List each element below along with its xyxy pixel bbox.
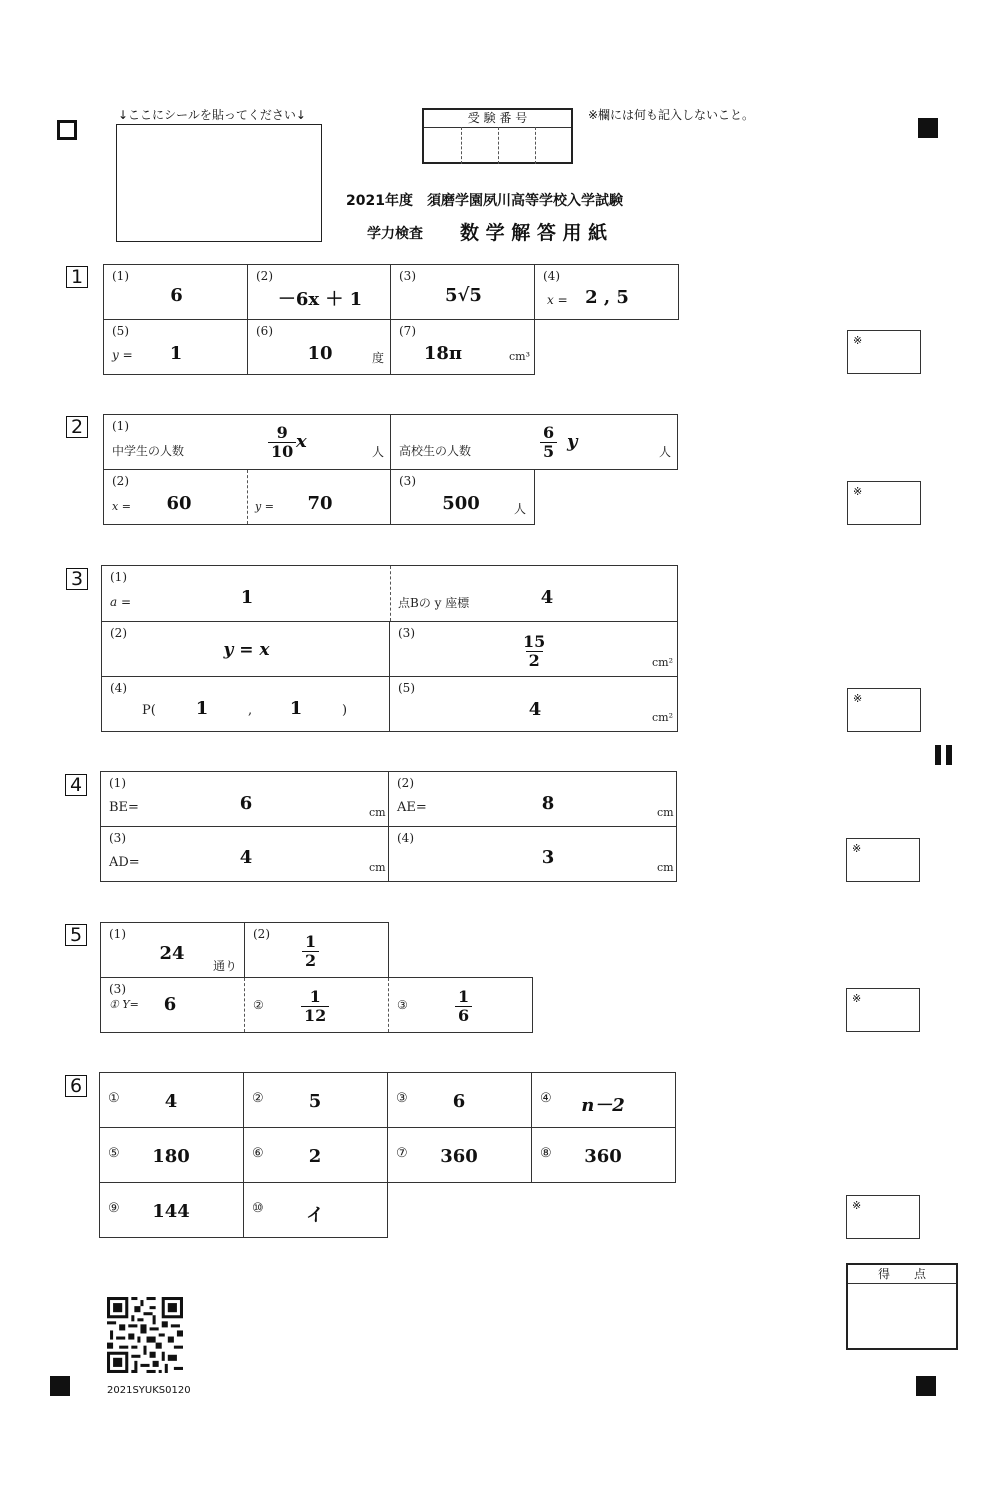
section-number-5: 5 bbox=[65, 924, 87, 946]
answer-cell-3-2[interactable]: (2) y = x bbox=[101, 621, 390, 677]
seal-note: ↓ここにシールを貼ってください↓ bbox=[118, 108, 306, 122]
answer-label: ② bbox=[252, 1091, 264, 1106]
answer-value: 4 bbox=[164, 1091, 178, 1112]
answer-cell-4-3[interactable]: (3) AD= 4 cm bbox=[100, 826, 389, 882]
fraction: $\frac{9}{10}$ bbox=[268, 424, 296, 461]
timing-mark bbox=[946, 745, 952, 765]
answer-value: イ bbox=[306, 1205, 324, 1226]
answer-value: 5√5 bbox=[445, 285, 482, 306]
answer-value: 144 bbox=[152, 1201, 190, 1222]
answer-cell-6-4[interactable] bbox=[531, 1072, 676, 1128]
answer-cell-2-3[interactable]: (3) 500 人 bbox=[390, 469, 535, 525]
answer-label: ① bbox=[108, 1091, 120, 1106]
exam-subject-label: 学力検査 bbox=[367, 226, 423, 242]
answer-label: ⑤ bbox=[108, 1146, 120, 1161]
grader-mark-box: ※ bbox=[846, 988, 920, 1032]
answer-cell-3-5[interactable]: (5) 4 cm² bbox=[389, 676, 678, 732]
fraction: $\frac{1}{12}$ bbox=[301, 988, 329, 1025]
answer-cell-3-4[interactable]: (4) P( 1 , 1 ) bbox=[101, 676, 390, 732]
answer-cell-3-3[interactable]: (3) $\frac{15}{2}$ cm² bbox=[389, 621, 678, 677]
registration-mark bbox=[916, 1376, 936, 1396]
answer-cell-6-7[interactable] bbox=[387, 1127, 532, 1183]
answer-value: 18π bbox=[423, 343, 463, 364]
answer-cell-5-3[interactable]: (3) ① Y= 6 ② $\frac{1}{12}$ ③ $\frac{1}{6}$ bbox=[100, 977, 533, 1033]
answer-cell-3-1[interactable]: (1) a = 1 点Bの y 座標 4 bbox=[101, 565, 678, 622]
answer-cell-4-2[interactable]: (2) AE= 8 cm bbox=[388, 771, 677, 827]
answer-cell-1-5[interactable]: (5) y = 1 bbox=[103, 319, 248, 375]
section-number-2: 2 bbox=[66, 416, 88, 438]
grader-mark-box: ※ bbox=[846, 1195, 920, 1239]
answer-cell-6-9[interactable] bbox=[99, 1182, 244, 1238]
score-label: 得 点 bbox=[848, 1265, 956, 1284]
answer-value: 10 bbox=[307, 343, 333, 364]
margin-note: ※欄には何も記入しないこと。 bbox=[588, 108, 755, 122]
answer-cell-6-5[interactable] bbox=[99, 1127, 244, 1183]
answer-cell-1-7[interactable]: (7) 18π cm³ bbox=[390, 319, 535, 375]
answer-label: ③ bbox=[396, 1091, 408, 1106]
answer-cell-1-3[interactable]: (3) 5√5 bbox=[390, 264, 535, 320]
answer-cell-6-2[interactable] bbox=[243, 1072, 388, 1128]
grader-mark-box: ※ bbox=[847, 688, 921, 732]
answer-value: 1 bbox=[169, 343, 183, 364]
answer-cell-1-2[interactable]: (2) －6x ＋ 1 bbox=[247, 264, 391, 320]
section-number-1: 1 bbox=[66, 266, 88, 288]
seal-area[interactable] bbox=[116, 124, 322, 242]
answer-cell-4-1[interactable]: (1) BE= 6 cm bbox=[100, 771, 389, 827]
registration-mark-open bbox=[57, 120, 77, 140]
answer-label: ⑥ bbox=[252, 1146, 264, 1161]
answer-cell-6-1[interactable] bbox=[99, 1072, 244, 1128]
answer-label: ⑧ bbox=[540, 1146, 552, 1161]
score-box[interactable] bbox=[846, 1263, 958, 1350]
exam-number-label: 受 験 番 号 bbox=[424, 110, 571, 128]
fraction: $\frac{6}{5}$ bbox=[540, 424, 557, 461]
answer-label: ⑦ bbox=[396, 1146, 408, 1161]
answer-cell-4-4[interactable]: (4) 3 cm bbox=[388, 826, 677, 882]
fraction: $\frac{1}{2}$ bbox=[302, 933, 319, 970]
answer-label: ⑩ bbox=[252, 1201, 264, 1216]
section-number-3: 3 bbox=[66, 568, 88, 590]
qr-code bbox=[107, 1297, 183, 1373]
answer-label: ④ bbox=[540, 1091, 552, 1106]
answer-value: －6x ＋ 1 bbox=[277, 289, 363, 310]
registration-mark bbox=[918, 118, 938, 138]
exam-title: 2021年度 須磨学園夙川高等学校入学試験 bbox=[346, 193, 623, 209]
fraction: $\frac{15}{2}$ bbox=[523, 632, 546, 670]
answer-cell-1-1[interactable]: (1) 6 bbox=[103, 264, 248, 320]
answer-cell-2-1-left[interactable]: (1) 中学生の人数 $\frac{9}{10}$ x 人 bbox=[103, 414, 391, 470]
timing-mark bbox=[935, 745, 941, 765]
answer-cell-5-2[interactable]: (2) $\frac{1}{2}$ bbox=[244, 922, 389, 978]
answer-value: 360 bbox=[440, 1146, 478, 1167]
answer-value: 6 bbox=[452, 1091, 466, 1112]
section-number-6: 6 bbox=[65, 1075, 87, 1097]
answer-value: n－2 bbox=[581, 1095, 625, 1116]
registration-mark bbox=[50, 1376, 70, 1396]
answer-cell-5-1[interactable]: (1) 24 通り bbox=[100, 922, 245, 978]
answer-value: 2 , 5 bbox=[585, 287, 629, 308]
answer-cell-2-2[interactable]: (2) x = 60 y = 70 bbox=[103, 469, 391, 525]
answer-cell-1-6[interactable]: (6) 10 度 bbox=[247, 319, 391, 375]
answer-value: 2 bbox=[308, 1146, 322, 1167]
answer-value: 5 bbox=[308, 1091, 322, 1112]
grader-mark-box: ※ bbox=[847, 481, 921, 525]
answer-cell-6-3[interactable] bbox=[387, 1072, 532, 1128]
answer-cell-6-10[interactable] bbox=[243, 1182, 388, 1238]
grader-mark-box: ※ bbox=[847, 330, 921, 374]
answer-value: 6 bbox=[170, 285, 183, 306]
grader-mark-box: ※ bbox=[846, 838, 920, 882]
exam-number-box[interactable] bbox=[422, 108, 573, 164]
answer-label: ⑨ bbox=[108, 1201, 120, 1216]
answer-cell-6-6[interactable] bbox=[243, 1127, 388, 1183]
answer-cell-2-1-right[interactable]: 高校生の人数 $\frac{6}{5}$ y 人 bbox=[390, 414, 678, 470]
fraction: $\frac{1}{6}$ bbox=[455, 988, 472, 1025]
answer-cell-6-8[interactable] bbox=[531, 1127, 676, 1183]
section-number-4: 4 bbox=[65, 774, 87, 796]
answer-cell-1-4[interactable]: (4) x = 2 , 5 bbox=[534, 264, 679, 320]
answer-value: 180 bbox=[152, 1146, 190, 1167]
sheet-title: 数 学 解 答 用 紙 bbox=[460, 222, 608, 244]
footer-code: 2021SYUKS0120 bbox=[107, 1385, 191, 1396]
answer-value: 360 bbox=[584, 1146, 622, 1167]
